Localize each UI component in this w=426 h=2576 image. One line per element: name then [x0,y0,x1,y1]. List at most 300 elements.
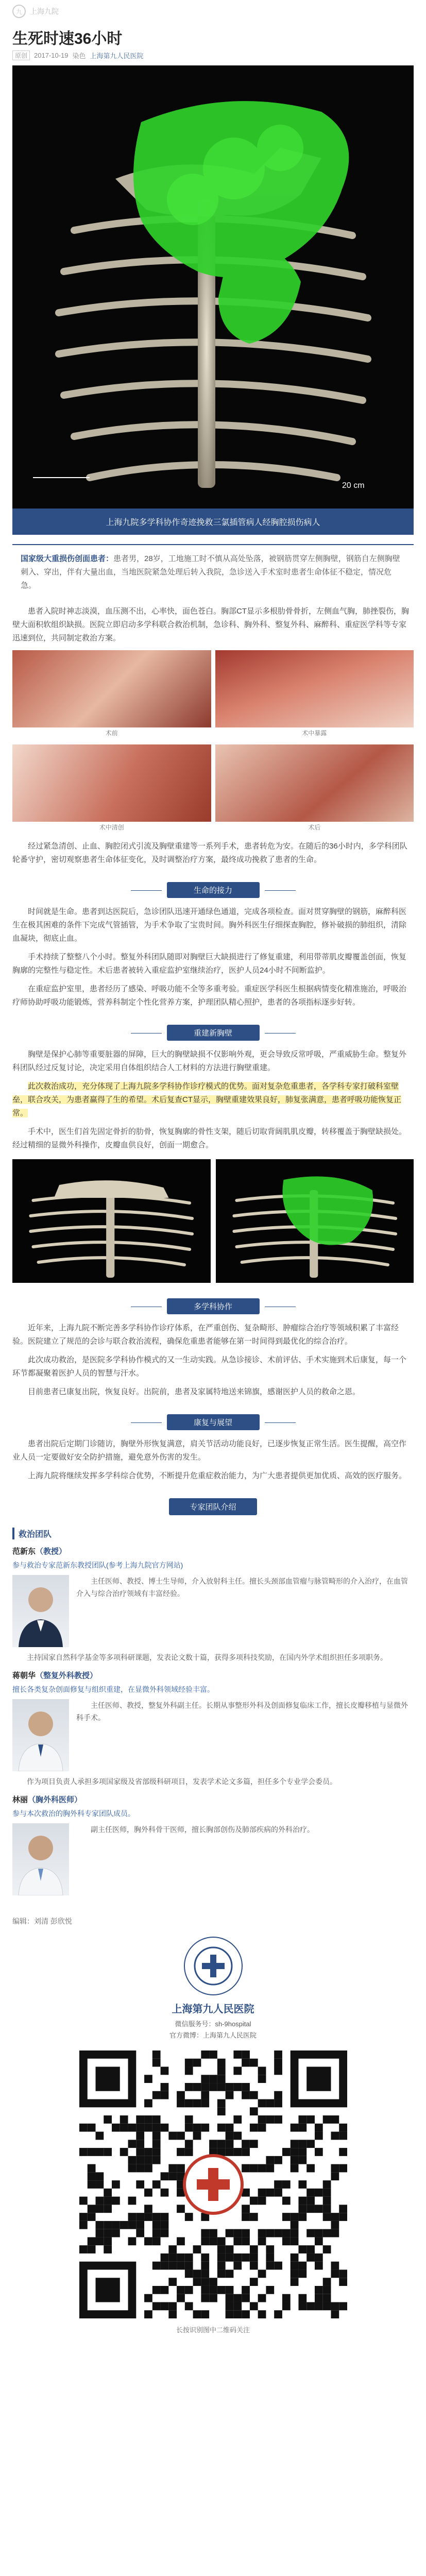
qr-module [233,2115,242,2124]
qr-module [322,2302,331,2310]
qr-module [322,2229,331,2238]
qr-module [209,2278,217,2286]
qr-module [233,2083,242,2091]
article-title: 生死时速36小时 [12,30,123,47]
qr-module [274,2180,282,2189]
doctor-name-line [12,1546,414,1556]
qr-module [79,2213,88,2221]
qr-module [339,2148,347,2156]
qr-module [298,2156,306,2164]
qr-module [266,2099,274,2108]
qr-module [306,2189,315,2197]
qr-module [136,2229,144,2238]
qr-module [144,2148,152,2156]
qr-module [184,2286,193,2294]
qr-module [87,2148,95,2156]
qr-module [217,2099,225,2108]
qr-module [225,2124,233,2132]
qr-module [314,2189,322,2197]
qr-module [184,2269,193,2278]
qr-module [152,2148,160,2156]
doctor-portrait [12,1699,69,1771]
qr-module [201,2237,209,2245]
qr-module [168,2245,177,2253]
qr-module [128,2213,136,2221]
qr-module [160,2262,168,2270]
qr-module [225,2245,233,2253]
hospital-logo-icon [184,1937,243,1995]
qr-module [128,2124,136,2132]
qr-module [217,2067,225,2075]
qr-module [95,2229,104,2238]
qr-module [225,2148,233,2156]
intro-lead: 国家级大重损伤创面患者： [21,554,114,563]
doctor-bio: 主任医师、教授、博士生导师，介入放射科主任。擅长头颈部血管瘤与脉管畸形的介入治疗，在血管介入与综合治疗领域有丰富经验。 [76,1577,408,1598]
qr-module [184,2083,193,2091]
footer-wechat: 微信服务号：sh-9hospital [175,2020,251,2028]
team-heading: 救治团队 [12,1528,414,1539]
qr-module [168,2310,177,2318]
qr-module [128,2140,136,2148]
qr-module [331,2132,339,2140]
qr-module [168,2278,177,2286]
qr-module [160,2067,168,2075]
qr-module [217,2059,225,2067]
qr-module [160,2302,168,2310]
qr-module [201,2050,209,2059]
section-paragraph: 上海九院将继续发挥多学科综合优势，不断提升危重症救治能力，为广大患者提供更加优质、高效的医疗服务。 [28,1471,407,1480]
qr-module [152,2124,160,2132]
qr-module [144,2156,152,2164]
qr-module [144,2099,152,2108]
qr-module [201,2075,209,2083]
qr-module [314,2302,322,2310]
qr-module [209,2075,217,2083]
qr-module [104,2115,112,2124]
qr-module [233,2294,242,2302]
qr-module [95,2221,104,2229]
hero-caption: 上海九院多学科协作奇迹挽救三氯插管病人经胸腔损伤病人 [12,509,414,535]
qr-module [339,2124,347,2132]
qr-module [242,2213,250,2221]
intro-box [12,544,414,600]
qr-module [168,2302,177,2310]
qr-module [160,2286,168,2294]
qr-module [112,2180,120,2189]
qr-module [274,2115,282,2124]
qr-module [331,2302,339,2310]
photo-caption: 术前 [105,730,118,737]
qr-module [136,2115,144,2124]
qr-module [242,2286,250,2294]
qr-module [233,2262,242,2270]
ct-after-graphic [216,1159,414,1283]
qr-module [87,2172,95,2180]
qr-module [339,2278,347,2286]
qr-module [331,2310,339,2318]
qr-module [177,2262,185,2270]
qr-module [225,2091,233,2099]
doctor-portrait [12,1823,69,1895]
qr-module [144,2164,152,2173]
qr-module [136,2213,144,2221]
qr-module [177,2164,185,2173]
qr-module [128,2156,136,2164]
qr-module [233,2310,242,2318]
doctor-card [12,1670,414,1788]
doctor-link[interactable]: 参与本次救治的胸外科专家团队成员。 [12,1809,135,1818]
qr-module [290,2140,298,2148]
qr-module [274,2067,282,2075]
qr-module [233,2229,242,2238]
qr-module [201,2269,209,2278]
qr-module [339,2164,347,2173]
qr-module [274,2189,282,2197]
qr-module [209,2050,217,2059]
qr-module [177,2132,185,2140]
qr-module [274,2099,282,2108]
section-paragraph: 近年来，上海九院不断完善多学科协作诊疗体系，在严重创伤、复杂畸形、肿瘤综合治疗等领域积累了丰富经验。医院建立了规范的会诊与联合救治流程，确保危重患者能够在第一时间得到最优化的综合治疗。 [12,1324,399,1346]
qr-module [217,2245,225,2253]
qr-module [298,2140,306,2148]
qr-module [258,2075,266,2083]
qr-code[interactable] [79,2050,347,2318]
qr-module [266,2164,274,2173]
surgery-photo [12,650,211,727]
qr-module [258,2310,266,2318]
section-paragraph: 手术持续了整整八个小时。整复外科团队随即对胸壁巨大缺损进行了修复重建，利用带蒂肌皮瓣覆盖创面，恢复胸廓的完整性与稳定性。术后患者被转入重症监护室继续治疗，医护人员24小时不间断监护。 [12,953,407,975]
qr-module [225,2269,233,2278]
qr-module [225,2294,233,2302]
qr-module [322,2278,331,2286]
qr-module [225,2229,233,2238]
qr-module [314,2253,322,2262]
qr-module [331,2229,339,2238]
qr-module [290,2156,298,2164]
qr-module [136,2164,144,2173]
qr-module [104,2221,112,2229]
qr-module [233,2148,242,2156]
qr-module [314,2237,322,2245]
qr-module [314,2294,322,2302]
qr-module [136,2180,144,2189]
qr-module [201,2099,209,2108]
qr-module [282,2229,290,2238]
intro-paragraph-1: 患者入院时神志淡漠，血压测不出，心率快，面色苍白。胸部CT显示多根肋骨骨折，左侧血气胸，肺挫裂伤，胸壁大面积软组织缺损。医院立即启动多学科联合救治机制，急诊科、胸外科、整复外科、麻醉科、重症医学科等专家迅速到位，共同制定救治方案。 [12,607,410,642]
qr-module [242,2253,250,2262]
qr-module [225,2286,233,2294]
qr-code-graphic[interactable] [79,2050,347,2318]
doctor-title: （胸外科医师） [28,1795,82,1804]
qr-module [168,2262,177,2270]
qr-module [95,2132,104,2140]
qr-module [258,2197,266,2205]
qr-module [136,2140,144,2148]
qr-module [233,2302,242,2310]
qr-module [242,2164,250,2173]
qr-module [184,2059,193,2067]
qr-module [217,2107,225,2115]
qr-module [290,2278,298,2286]
qr-module [242,2310,250,2318]
qr-module [266,2115,274,2124]
qr-module [193,2099,201,2108]
qr-module [128,2221,136,2229]
qr-module [298,2197,306,2205]
qr-module [306,2164,315,2173]
qr-module [152,2213,160,2221]
qr-module [266,2286,274,2294]
section-paragraph: 在重症监护室里，患者经历了感染、呼吸功能不全等多重考验。重症医学科医生根据病情变化精准施治，呼吸治疗师协助呼吸功能锻炼，营养科制定个性化营养方案，护理团队精心照护，患者的各项指标逐步好转。 [12,985,407,1007]
qr-module [217,2140,225,2148]
qr-module [314,2205,322,2213]
qr-module [290,2148,298,2156]
qr-module [87,2180,95,2189]
qr-module [242,2229,250,2238]
qr-module [225,2132,233,2140]
qr-module [225,2302,233,2310]
qr-module [339,2269,347,2278]
qr-module [258,2124,266,2132]
section-title: 康复与展望 [167,1414,260,1430]
qr-module [201,2253,209,2262]
qr-module [104,2148,112,2156]
section-paragraph: 患者出院后定期门诊随访，胸壁外形恢复满意，肩关节活动功能良好，已逐步恢复正常生活。医生提醒，高空作业人员一定要做好安全防护措施，避免意外伤害的发生。 [12,1439,407,1462]
qr-module [160,2172,168,2180]
qr-module [282,2294,290,2302]
qr-module [331,2115,339,2124]
qr-module [249,2140,258,2148]
qr-module [95,2148,104,2156]
qr-module [168,2132,177,2140]
person-silhouette-icon [12,1699,69,1771]
doctor-link[interactable]: 擅长各类复杂创面修复与组织重建，在显微外科领域经验丰富。 [12,1685,214,1693]
qr-module [193,2059,201,2067]
qr-module [79,2197,88,2205]
ct-before-graphic [12,1159,211,1283]
qr-module [95,2205,104,2213]
qr-module [217,2083,225,2091]
qr-module [242,2050,250,2059]
qr-module [249,2164,258,2173]
qr-module [225,2253,233,2262]
qr-module [201,2124,209,2132]
qr-module [258,2099,266,2108]
qr-module [225,2140,233,2148]
qr-module [209,2286,217,2294]
qr-module [104,2229,112,2238]
qr-note: 长按识别图中二维码关注 [176,2326,250,2334]
qr-module [177,2099,185,2108]
qr-module [79,2148,88,2156]
qr-module [322,2180,331,2189]
qr-module [104,2245,112,2253]
qr-module [258,2164,266,2173]
qr-module [144,2213,152,2221]
qr-module [217,2286,225,2294]
ct-image-after [216,1159,414,1283]
qr-module [298,2213,306,2221]
photo-caption: 术中清创 [99,824,124,831]
qr-module [249,2245,258,2253]
surgery-photo [215,744,414,822]
qr-module [95,2172,104,2180]
qr-module [339,2132,347,2140]
qr-module [201,2229,209,2238]
photo-caption: 术中暴露 [302,730,327,737]
qr-module [168,2253,177,2262]
qr-module [177,2091,185,2099]
qr-module [144,2189,152,2197]
qr-module [201,2294,209,2302]
qr-module [184,2099,193,2108]
person-silhouette-icon [12,1575,69,1647]
qr-module [79,2124,88,2132]
qr-module [225,2310,233,2318]
qr-module [177,2294,185,2302]
qr-module [249,2213,258,2221]
qr-module [160,2083,168,2091]
qr-module [282,2197,290,2205]
qr-module [314,2148,322,2156]
qr-module [184,2067,193,2075]
qr-module [258,2229,266,2238]
editor-credit: 编辑：刘清 彭欣悦 [12,1917,72,1925]
qr-module [339,2213,347,2221]
qr-module [136,2124,144,2132]
qr-module [322,2115,331,2124]
photo-cell [215,650,414,740]
qr-module [152,2262,160,2270]
qr-module [152,2302,160,2310]
qr-module [184,2148,193,2156]
qr-module [152,2050,160,2059]
qr-module [201,2278,209,2286]
qr-module [242,2148,250,2156]
qr-module [128,2164,136,2173]
doctor-row [12,1699,414,1771]
qr-module [160,2213,168,2221]
qr-module [331,2213,339,2221]
hospital-emblem-icon [193,1945,234,1987]
photo-cell [12,744,211,835]
qr-module [144,2310,152,2318]
footer-weibo: 官方微博：上海第九人民医院 [169,2031,257,2039]
qr-module [266,2229,274,2238]
qr-module [152,2132,160,2140]
qr-module [233,2132,242,2140]
qr-module [128,2237,136,2245]
qr-module [298,2148,306,2156]
section-paragraph [12,1080,414,1120]
qr-module [95,2237,104,2245]
qr-module [201,2310,209,2318]
qr-module [160,2189,168,2197]
qr-module [95,2197,104,2205]
team-banner-label: 专家团队介绍 [169,1498,257,1515]
person-silhouette-icon [12,1823,69,1895]
article-meta [12,50,414,60]
qr-module [298,2124,306,2132]
qr-module [209,2083,217,2091]
ct-reconstruction-graphic [12,65,414,509]
qr-module [152,2221,160,2229]
qr-module [282,2148,290,2156]
qr-module [306,2229,315,2238]
qr-module [282,2213,290,2221]
qr-module [112,2229,120,2238]
qr-module [331,2221,339,2229]
qr-module [266,2253,274,2262]
original-badge: 原创 [12,50,30,60]
qr-module [274,2262,282,2270]
section-paragraph: 手术中，医生们首先固定骨折的肋骨，恢复胸廓的骨性支架，随后切取背阔肌肌皮瓣，转移覆盖于胸壁缺损处。经过精细的显微外科操作，皮瓣血供良好，创面一期愈合。 [12,1127,407,1149]
qr-module [184,2124,193,2132]
qr-module [144,2115,152,2124]
qr-module [282,2180,290,2189]
section-paragraph: 目前患者已康复出院，恢复良好。出院前，患者及家属特地送来锦旗，感谢医护人员的救命之恩。 [28,1387,361,1396]
qr-module [249,2253,258,2262]
qr-module [144,2205,152,2213]
qr-module [258,2294,266,2302]
qr-module [79,2221,88,2229]
qr-module [217,2075,225,2083]
qr-module [274,2229,282,2238]
qr-module [242,2294,250,2302]
qr-module [177,2148,185,2156]
qr-module [258,2269,266,2278]
qr-module [274,2310,282,2318]
qr-module [258,2067,266,2075]
qr-module [242,2083,250,2091]
qr-module [177,2286,185,2294]
qr-module [87,2213,95,2221]
account-logo-icon: 九 [12,5,26,18]
qr-module [322,2245,331,2253]
doctor-link[interactable]: 参与救治专家范新东教授团队(参考上海九院官方网站) [12,1561,183,1569]
qr-module [306,2205,315,2213]
surgery-photo [215,650,414,727]
qr-module [339,2302,347,2310]
qr-module [233,2237,242,2245]
qr-module [193,2278,201,2286]
qr-module [152,2237,160,2245]
scale-label: 20 cm [342,481,365,490]
qr-module [282,2237,290,2245]
qr-module [193,2310,201,2318]
doctor-card [12,1794,414,1895]
qr-module [314,2229,322,2238]
section-paragraph: 胸壁是保护心肺等重要脏器的屏障，巨大的胸壁缺损不仅影响外观，更会导致反常呼吸，严重威胁生命。整复外科团队经过反复讨论，决定采用自体组织结合人工材料的方法进行胸壁重建。 [12,1050,407,1072]
qr-module [266,2189,274,2197]
section-title: 重建新胸壁 [167,1025,260,1041]
qr-module [249,2059,258,2067]
qr-module [274,2091,282,2099]
article-date: 2017-10-19 [34,52,69,59]
qr-module [298,2115,306,2124]
qr-module [209,2140,217,2148]
qr-module [249,2262,258,2270]
qr-module [152,2059,160,2067]
section-paragraph: 此次成功救治，是医院多学科协作模式的又一生动实践。从急诊接诊、术前评估、手术实施到术后康复，每一个环节都凝聚着医护人员的智慧与汗水。 [12,1355,407,1378]
account-link[interactable]: 上海第九人民医院 [90,52,144,60]
qr-module [306,2302,315,2310]
qr-module [290,2237,298,2245]
qr-module [201,2091,209,2099]
qr-module [144,2124,152,2132]
qr-module [266,2156,274,2164]
qr-module [306,2140,315,2148]
